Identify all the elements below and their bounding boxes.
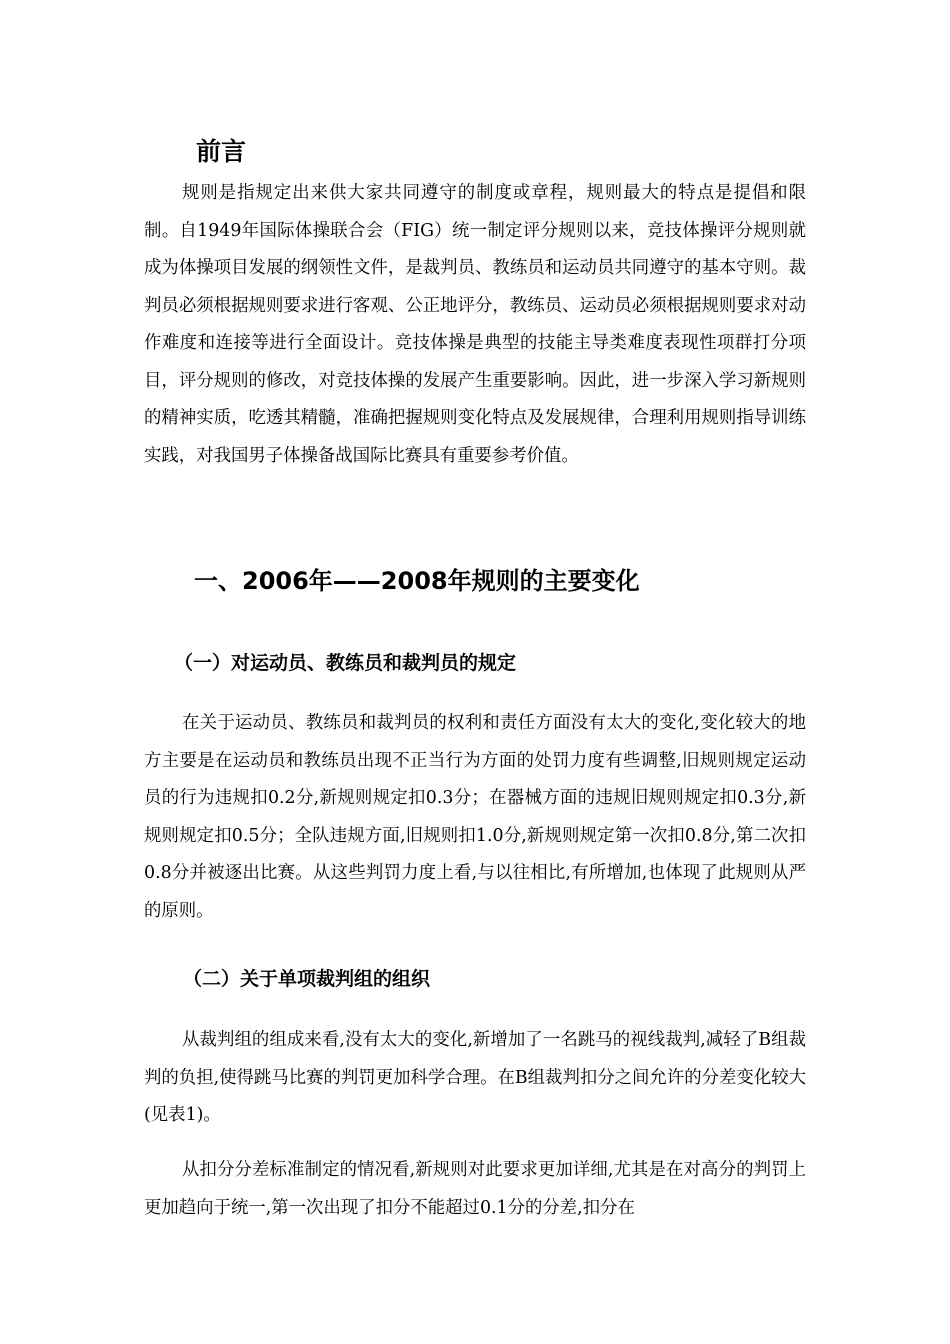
preface-paragraph: 规则是指规定出来供大家共同遵守的制度或章程，规则最大的特点是提倡和限制。自1949年国际体操联合会（FIG）统一制定评分规则以来，竞技体操评分规则就成为体操项目发展的纲领性文件，是裁判员、教练员和运动员共同遵守的基本守则。裁判员必须根据规则要求进行客观、公正地评分，教练员、运动员必须根据规则要求对动作难度和连接等进行全面设计。竞技体操是典型的技能主导类难度表现性项群打分项目，评分规则的修改，对竞技体操的发展产生重要影响。因此，进一步深入学习新规则的精神实质，吃透其精髓，准确把握规则变化特点及发展规律，合理利用规则指导训练实践，对我国男子体操备战国际比赛具有重要参考价值。 [144,183,806,466]
subsection-2-heading: （二）关于单项裁判组的组织 [183,968,431,990]
preface-heading: 前言 [196,137,247,166]
subsection-2-paragraph-1: 从裁判组的组成来看,没有太大的变化,新增加了一名跳马的视线裁判,减轻了B组裁判的负担,使得跳马比赛的判罚更加科学合理。在B组裁判扣分之间允许的分差变化较大(见表1)。 [144,1030,806,1125]
subsection-1-paragraph: 在关于运动员、教练员和裁判员的权利和责任方面没有太大的变化,变化较大的地方主要是在运动员和教练员出现不正当行为方面的处罚力度有些调整,旧规则规定运动员的行为违规扣0.2分,新规则规定扣0.3分；在器械方面的违规旧规则规定扣0.3分,新规则规定扣0.5分；全队违规方面,旧规则扣1.0分,新规则规定第一次扣0.8分,第二次扣0.8分并被逐出比赛。从这些判罚力度上看,与以往相比,有所增加,也体现了此规则从严的原则。 [144,713,806,921]
subsection-2-paragraph-2: 从扣分分差标准制定的情况看,新规则对此要求更加详细,尤其是在对高分的判罚上更加趋向于统一,第一次出现了扣分不能超过0.1分的分差,扣分在 [144,1160,806,1218]
subsection-1-heading: （一）对运动员、教练员和裁判员的规定 [174,652,517,674]
section-1-heading: 一、2006年——2008年规则的主要变化 [194,567,640,595]
